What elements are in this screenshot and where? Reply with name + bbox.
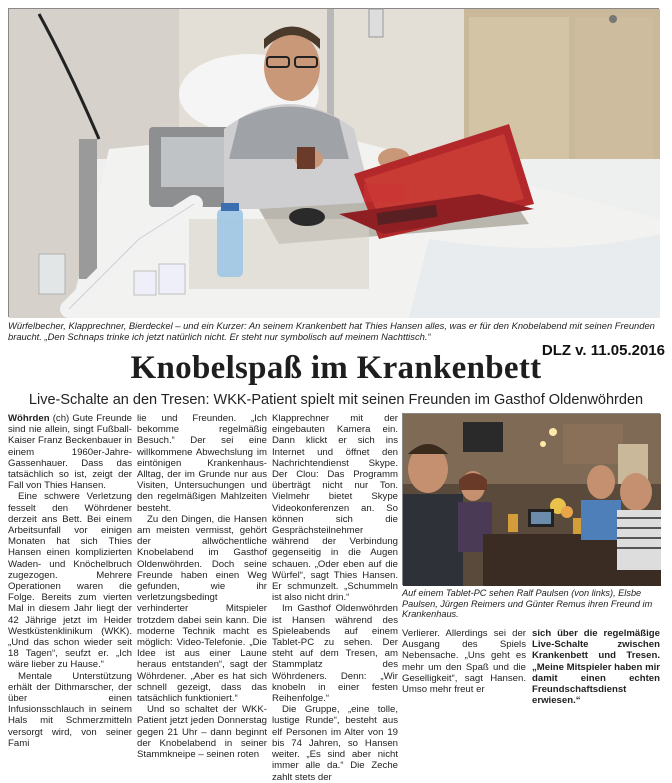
paragraph: Und so schaltet der WKK-Patient jetzt jeden Donnerstag gegen 21 Uhr – dann beginnt der Knobelabend in seiner Stammkneipe – seinen roten [137,704,267,761]
paragraph: sich über die regelmäßige Live-Schalte zwischen Krankenbett und Tresen. „Meine Mitspieler haben mir damit einen echten Freundschaftsdienst erwiesen.“ [532,628,660,707]
lead-text: (ch) Gute Freunde sind nie allein, singt Fußball-Kaiser Franz Beckenbauer in einem 1960er-Jahre-Gassenhauer. Dass das tatsächlich so ist, zeigt der Fall von Thies Hansen. [8,413,132,492]
paragraph: Eine schwere Verletzung fesselt den Wöhrdener derzeit ans Bett. Bei einem Arbeitsunfall vor einigen Monaten hat sich Thies Hansen einen komplizierten Waden- und Knöchelbruch zugezogen. Mehrere Operationen waren die Folge. Bereits zum vierten Mal in diesem Jahr liegt der 42 Jährige jetzt im Heider Westküstenklinikum (WKK). „Und das schon wieder seit 18 Tagen“, seufzt er. „Ich wäre lieber zu Hause.“ [8,491,132,671]
paragraph: Im Gasthof Oldenwöhrden ist Hansen während des Spieleabends auf einem Tablet-PC zu sehen. Der steht auf dem Tresen, am Stammplatz des Wöhrdeners. Denn: „Wir knobeln in einer festen Reihenfolge.“ [272,603,398,705]
article-column-5 [532,628,660,707]
paragraph: Zu den Dingen, die Hansen am meisten vermisst, gehört der allwöchentliche Knobelabend im Gasthof Oldenwöhrden. Doch seine Freunde haben einen Weg gefunden, wie ihr verletzungsbedingt verhinderter Mitspieler trotzdem dabei sein kann. Die moderne Technik macht es möglich: Video-Telefonie. „Die Idee ist aus einer Laune heraus entstanden“, sagt der Wöhrdener. „Aber es hat sich schnell gezeigt, dass das tatsächlich funktioniert.“ [137,513,267,705]
subheadline: Live-Schalte an den Tresen: WKK-Patient spielt mit seinen Freunden im Gasthof Oldenwöhrden [28,392,644,408]
paragraph: Mentale Unterstützung erhält der Dithmarscher, der über einen Infusionsschlauch in seinem Hals mit Schmerzmitteln versorgt wird, von seiner Fami [8,670,132,749]
edition-date: DLZ v. 11.05.2016 [541,342,665,359]
headline: Knobelspaß im Krankenbett [130,350,542,386]
article-column-3 [272,413,398,783]
photo-caption-bottom: Auf einem Tablet-PC sehen Ralf Paulsen (von links), Elsbe Paulsen, Jürgen Reimers und Günter Remus ihren Freund im Krankenhaus. [402,588,653,620]
bar-photo [402,413,660,585]
paragraph: Klapprechner mit der eingebauten Kamera ein. Dann klickt er sich ins Internet und öffnet den Nachrichtendienst Skype. Der Clou: Das Programm überträgt nicht nur Ton. Vielmehr bietet Skype Videokonferenzen an. So können sich die Gesprächsteilnehmer während der Verbindung gegenseitig in die Augen schauen. „Oder eben auf die Würfel“, sagt Thies Hansen. Er schmunzelt. „Schummeln ist also nicht drin.“ [272,413,398,604]
dateline: Wöhrden [8,413,50,424]
paragraph: Die Gruppe, „eine tolle, lustige Runde“, besteht aus elf Personen im Alter von 19 bis 74 Jahren, so Hansen weiter. „Es sind aber nicht immer alle da.“ Die Zeche zahlt stets der [272,704,398,783]
hospital-photo [8,8,659,317]
article-column-2 [137,413,267,761]
photo-caption-top: Würfelbecher, Klapprechner, Bierdeckel – und ein Kurzer: An seinem Krankenbett hat Thies Hansen alles, was er für den Knobelabend mit seinen Freunden braucht. „Den Schnaps trinke ich jetzt natürlich nicht. Er steht nur symbolisch auf meinem Nachttisch.“ [8,320,655,342]
article-column-4 [402,628,526,696]
article-column-1 [8,413,132,749]
paragraph: Verlierer. Allerdings sei der Ausgang des Spiels Nebensache. „Uns geht es mehr um den Spaß und die Geselligkeit“, sagt Hansen. Umso mehr freut er [402,628,526,696]
paragraph: lie und Freunden. „Ich bekomme regelmäßig Besuch.“ Der sei eine willkommene Abwechslung im eintönigen Krankenhaus-Alltag, der im Grunde nur aus Visiten, Untersuchungen und den regelmäßigen Mahlzeiten besteht. [137,413,267,514]
